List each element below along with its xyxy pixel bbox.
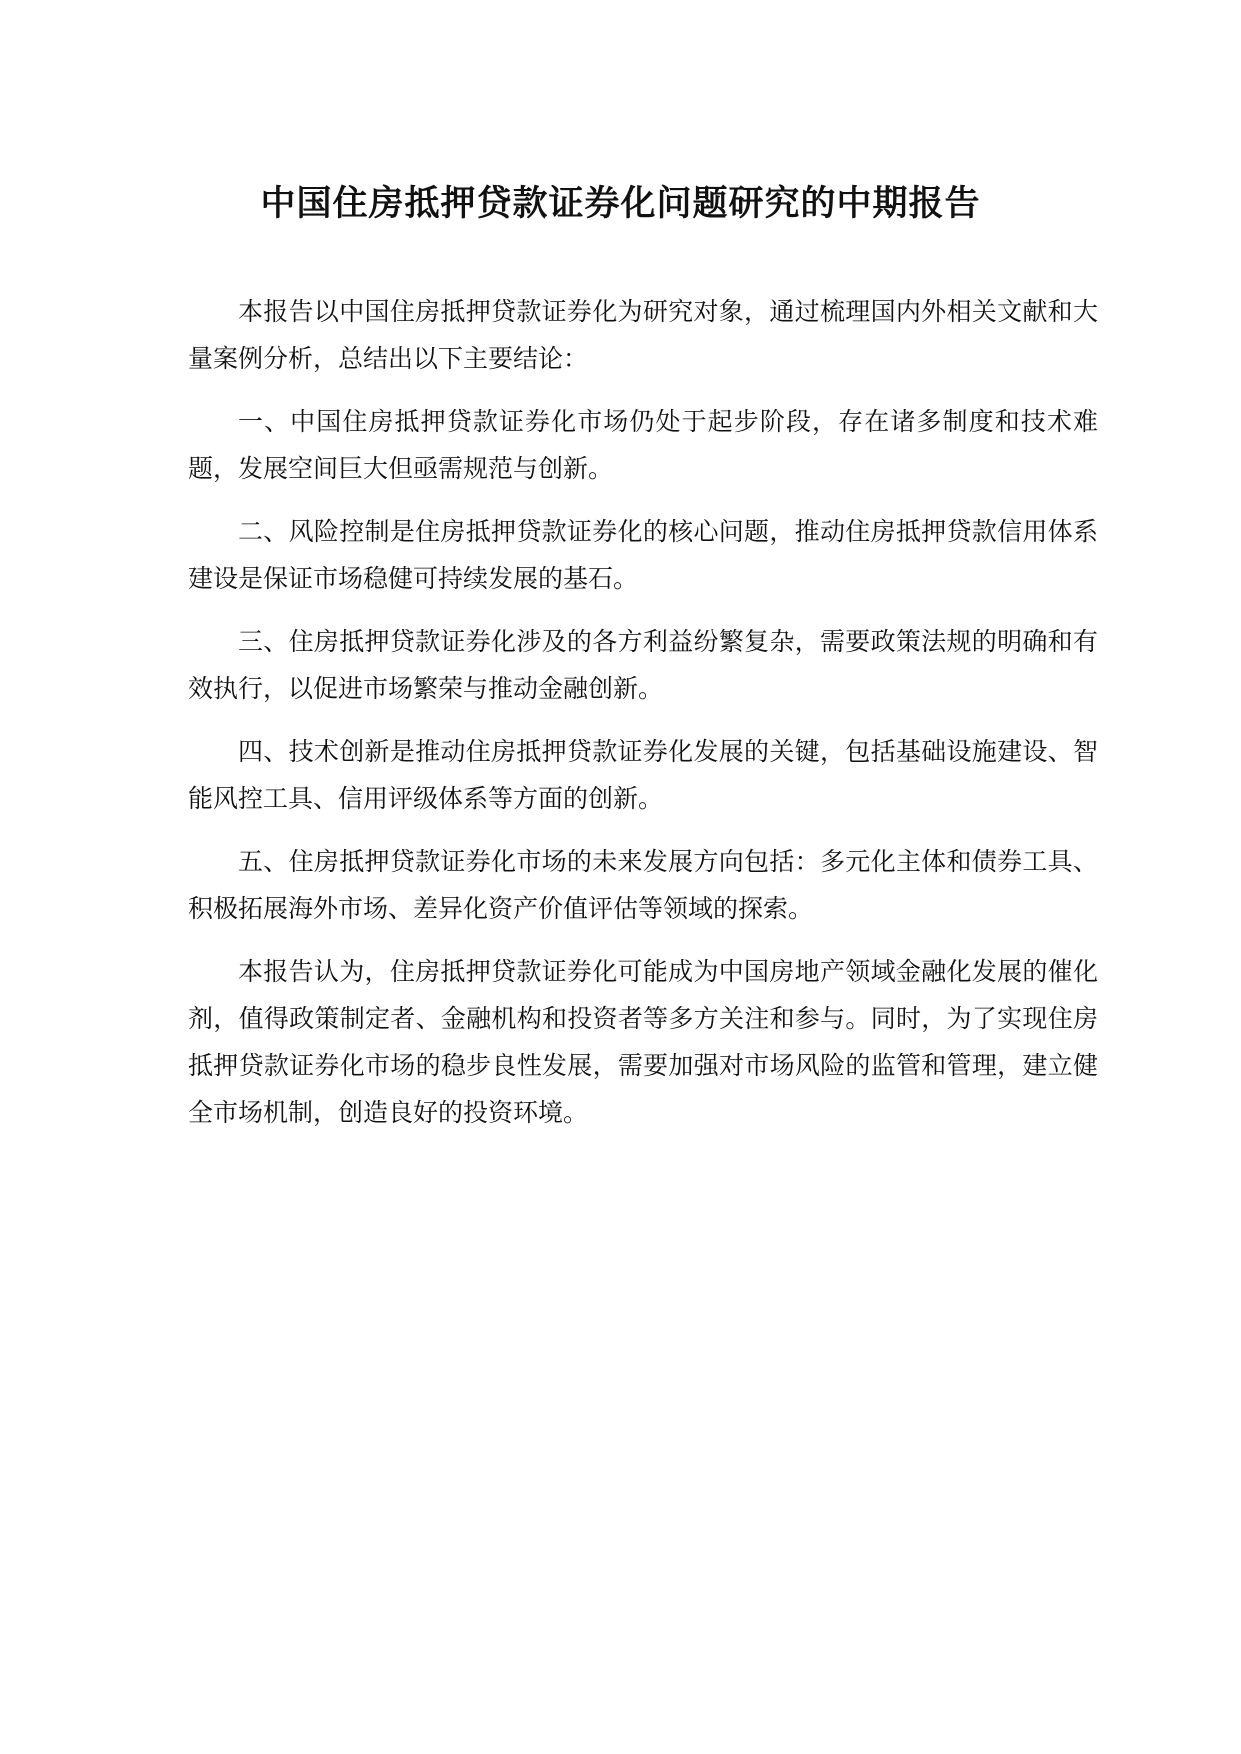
document-body bbox=[188, 288, 1098, 1136]
summary-paragraph: 本报告认为，住房抵押贷款证券化可能成为中国房地产领域金融化发展的催化剂，值得政策制定者、金融机构和投资者等多方关注和参与。同时，为了实现住房抵押贷款证券化市场的稳步良性发展，需要加强对市场风险的监管和管理，建立健全市场机制，创造良好的投资环境。 bbox=[188, 957, 1098, 1127]
conclusion-3-paragraph: 三、住房抵押贷款证券化涉及的各方利益纷繁复杂，需要政策法规的明确和有效执行，以促进市场繁荣与推动金融创新。 bbox=[188, 627, 1098, 703]
conclusion-2-paragraph: 二、风险控制是住房抵押贷款证券化的核心问题，推动住房抵押贷款信用体系建设是保证市场稳健可持续发展的基石。 bbox=[188, 517, 1098, 593]
conclusion-5-paragraph: 五、住房抵押贷款证券化市场的未来发展方向包括：多元化主体和债券工具、积极拓展海外市场、差异化资产价值评估等领域的探索。 bbox=[188, 847, 1098, 923]
document-title: 中国住房抵押贷款证券化问题研究的中期报告 bbox=[260, 184, 981, 224]
conclusion-1-paragraph: 一、中国住房抵押贷款证券化市场仍处于起步阶段，存在诸多制度和技术难题，发展空间巨大但亟需规范与创新。 bbox=[188, 407, 1098, 483]
conclusion-4-paragraph: 四、技术创新是推动住房抵押贷款证券化发展的关键，包括基础设施建设、智能风控工具、信用评级体系等方面的创新。 bbox=[188, 737, 1098, 813]
intro-paragraph: 本报告以中国住房抵押贷款证券化为研究对象，通过梳理国内外相关文献和大量案例分析，总结出以下主要结论： bbox=[188, 297, 1098, 373]
